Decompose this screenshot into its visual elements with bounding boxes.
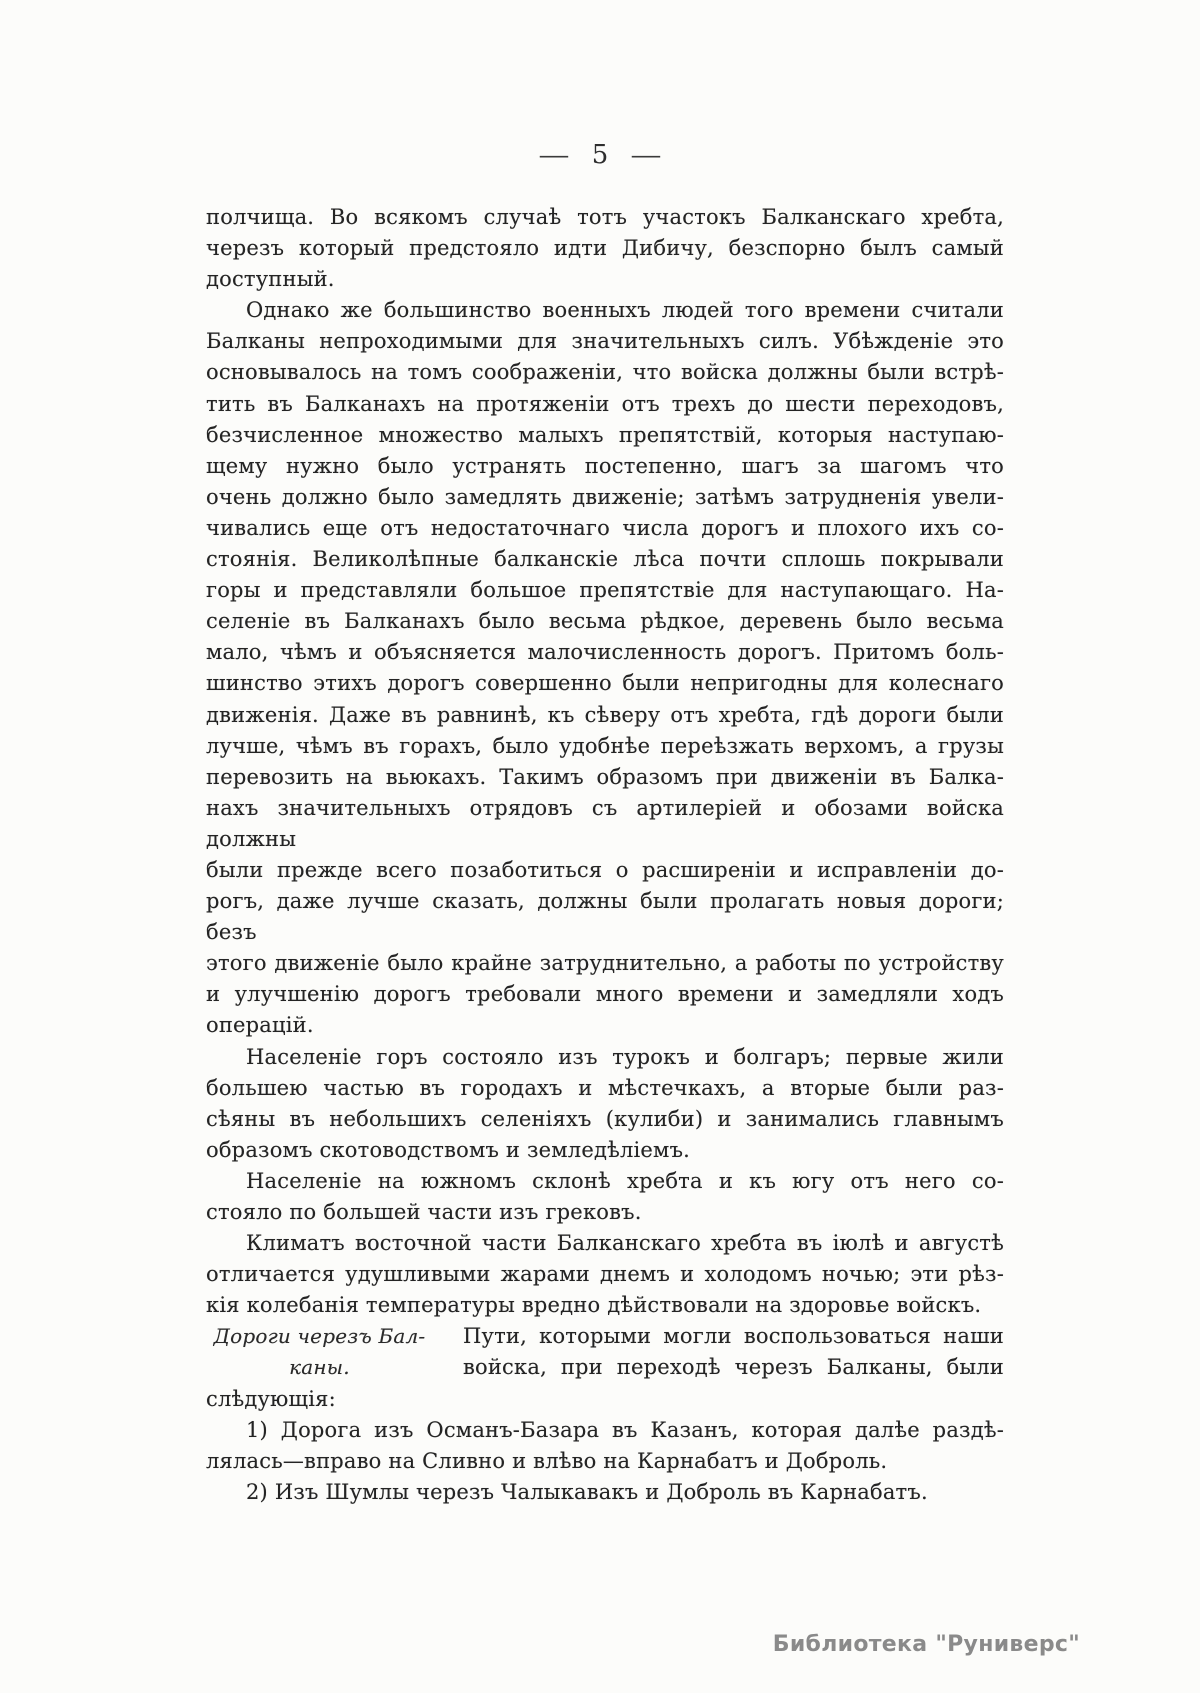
text-line: Однако же большинство военныхъ людей того времени считали: [246, 298, 1004, 323]
text-line: 2) Изъ Шумлы черезъ Чалыкавакъ и Доброль въ Карнабатъ.: [246, 1479, 928, 1504]
text-line: шинство этихъ дорогъ совершенно были непригодны для колеснаго: [206, 671, 1004, 696]
watermark: Библиотека "Руниверс": [772, 1632, 1080, 1657]
margin-note: [206, 1321, 433, 1383]
paragraph: [206, 1042, 1004, 1166]
paragraph: [206, 1477, 1004, 1508]
paragraph: [206, 1228, 1004, 1321]
text-line: основывалось на томъ соображеніи, что войска должны были встрѣ-: [206, 360, 1004, 385]
text-line: 1) Дорога изъ Османъ-Базара въ Казанъ, которая далѣе раздѣ-: [246, 1417, 1004, 1442]
text-line: Населеніе горъ состояло изъ турокъ и болгаръ; первые жили: [246, 1044, 1004, 1069]
text-line: слѣдующія:: [206, 1386, 336, 1411]
text-line: большею частью въ городахъ и мѣстечкахъ, а вторые были раз-: [206, 1075, 1004, 1100]
text-line: операцій.: [206, 1013, 314, 1038]
text-line: были прежде всего позаботиться о расширеніи и исправленіи до-: [206, 857, 1004, 882]
text-line: рогъ, даже лучше сказать, должны были пролагать новыя дороги; безъ: [206, 889, 1004, 945]
text-line: отличается удушливыми жарами днемъ и холодомъ ночью; эти рѣз-: [206, 1262, 1004, 1287]
text-line: движенія. Даже въ равнинѣ, къ сѣверу отъ хребта, гдѣ дороги были: [206, 702, 1004, 727]
page-number-dash-right: —: [630, 141, 662, 169]
text-line: мало, чѣмъ и объясняется малочисленность дорогъ. Притомъ боль-: [206, 640, 1004, 665]
text-line: безчисленное множество малыхъ препятствій, которыя наступаю-: [206, 422, 1004, 447]
text-line: доступный.: [206, 267, 335, 292]
text-line: тить въ Балканахъ на протяженіи отъ трехъ до шести переходовъ,: [206, 391, 1004, 416]
paragraph: [206, 202, 1004, 295]
text-line: щему нужно было устранять постепенно, шагъ за шагомъ что: [206, 453, 1004, 478]
text-line: селеніе въ Балканахъ было весьма рѣдкое, деревень было весьма: [206, 609, 1004, 634]
paragraph: [206, 1321, 1004, 1414]
margin-note-line: Дороги черезъ Бал-: [213, 1324, 426, 1349]
text-line: и улучшенію дорогъ требовали много времени и замедляли ходъ: [206, 982, 1004, 1007]
text-line: кія колебанія температуры вредно дѣйствовали на здоровье войскъ.: [206, 1293, 982, 1318]
paragraph: [206, 1415, 1004, 1477]
text-line: нахъ значительныхъ отрядовъ съ артилеріей и обозами войска должны: [206, 795, 1004, 851]
text-line: горы и представляли большое препятствіе для наступающаго. На-: [206, 578, 1004, 603]
paragraph: [206, 1166, 1004, 1228]
text-line: войска, при переходѣ черезъ Балканы, были: [463, 1355, 1004, 1380]
text-line: образомъ скотоводствомъ и земледѣліемъ.: [206, 1137, 691, 1162]
text-line: лялась—вправо на Сливно и влѣво на Карнабатъ и Доброль.: [206, 1448, 888, 1473]
text-line: Климатъ восточной части Балканскаго хребта въ іюлѣ и августѣ: [246, 1231, 1004, 1256]
page-number: 5: [591, 140, 609, 170]
text-line: Населеніе на южномъ склонѣ хребта и къ югу отъ него со-: [246, 1168, 1004, 1193]
text-line: перевозить на вьюкахъ. Такимъ образомъ при движеніи въ Балка-: [206, 764, 1004, 789]
text-line: стоянія. Великолѣпные балканскіе лѣса почти сплошь покрывали: [206, 547, 1004, 572]
margin-note-line: каны.: [289, 1355, 350, 1380]
text-line: очень должно было замедлять движеніе; затѣмъ затрудненія увели-: [206, 484, 1004, 509]
text-line: лучше, чѣмъ въ горахъ, было удобнѣе переѣзжать верхомъ, а грузы: [206, 733, 1004, 758]
text-block: [206, 202, 1004, 1508]
page-header: [0, 140, 1200, 170]
text-line: этого движеніе было крайне затруднительно, а работы по устройству: [206, 951, 1004, 976]
paragraph: [206, 295, 1004, 1041]
text-line: стояло по большей части изъ грековъ.: [206, 1200, 642, 1224]
text-line: полчища. Во всякомъ случаѣ тотъ участокъ Балканскаго хребта,: [206, 205, 1004, 229]
page-number-dash-left: —: [538, 141, 570, 169]
text-line: чивались еще отъ недостаточнаго числа дорогъ и плохого ихъ со-: [206, 515, 1004, 540]
text-line: сѣяны въ небольшихъ селеніяхъ (кулиби) и занимались главнымъ: [206, 1106, 1004, 1131]
text-line: Балканы непроходимыми для значительныхъ силъ. Убѣжденіе это: [206, 329, 1004, 354]
text-line: Пути, которыми могли воспользоваться наши: [463, 1324, 1004, 1349]
text-line: черезъ который предстояло идти Дибичу, безспорно былъ самый: [206, 236, 1004, 261]
